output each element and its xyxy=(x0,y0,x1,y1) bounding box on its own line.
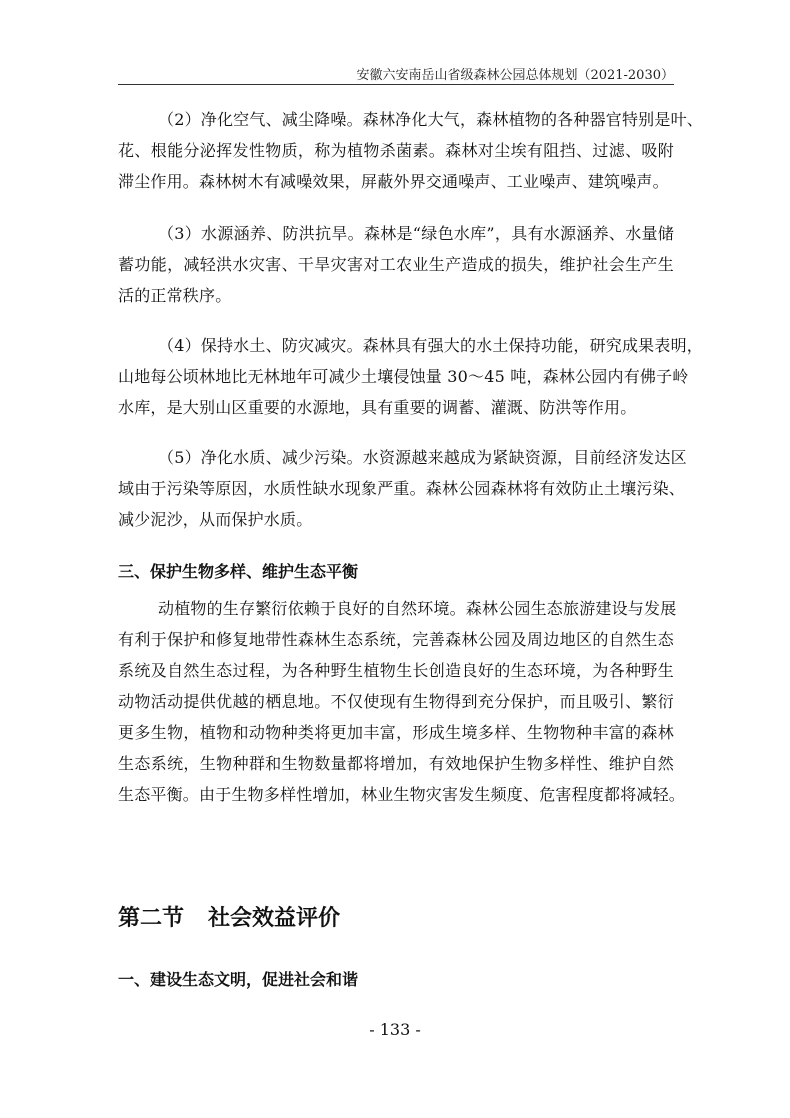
paragraph-3 xyxy=(118,218,674,311)
paragraph-line: 花、根能分泌挥发性物质，称为植物杀菌素。森林对尘埃有阻挡、过滤、吸附 xyxy=(118,141,674,160)
paragraph-line: 系统及自然生态过程，为各种野生植物生长创造良好的生态环境，为各种野生 xyxy=(118,661,674,680)
paragraph-2 xyxy=(118,104,703,197)
paragraph-4 xyxy=(118,330,703,423)
paragraph-biodiversity xyxy=(118,593,686,810)
section-heading xyxy=(118,901,340,932)
paragraph-line: 动植物的生存繁衍依赖于良好的自然环境。森林公园生态旅游建设与发展 xyxy=(158,599,677,618)
paragraph-5 xyxy=(118,442,687,535)
header-divider xyxy=(118,84,674,85)
paragraph-line: 活的正常秩序。 xyxy=(118,286,232,305)
paragraph-line: （5）净化水质、减少污染。水资源越来越成为紧缺资源，目前经济发达区 xyxy=(158,448,687,467)
paragraph-line: 减少泥沙，从而保护水质。 xyxy=(118,510,313,529)
subsection-heading-1: 一、建设生态文明，促进社会和谐 xyxy=(118,970,359,989)
paragraph-line: （2）净化空气、减尘降噪。森林净化大气，森林植物的各种器官特别是叶、 xyxy=(158,110,703,129)
paragraph-line: 动物活动提供优越的栖息地。不仅使现有生物得到充分保护，而且吸引、繁衍 xyxy=(118,692,674,711)
paragraph-line: 山地每公顷林地比无林地年可减少土壤侵蚀量 30～45 吨，森林公园内有佛子岭 xyxy=(118,367,689,386)
paragraph-line: 水库，是大别山区重要的水源地，具有重要的调蓄、灌溉、防洪等作用。 xyxy=(118,398,637,417)
paragraph-line: 蓄功能，减轻洪水灾害、干旱灾害对工农业生产造成的损失，维护社会生产生 xyxy=(118,255,674,274)
paragraph-line: 有利于保护和修复地带性森林生态系统，完善森林公园及周边地区的自然生态 xyxy=(118,630,674,649)
paragraph-line: （4）保持水土、防灾减灾。森林具有强大的水土保持功能，研究成果表明， xyxy=(158,336,703,355)
paragraph-line: （3）水源涵养、防洪抗旱。森林是“绿色水库”，具有水源涵养、水量储 xyxy=(158,224,674,243)
paragraph-line: 生态系统，生物种群和生物数量都将增加，有效地保护生物多样性、维护自然 xyxy=(118,754,674,773)
section-number: 第二节 xyxy=(118,906,185,931)
page-number: - 133 - xyxy=(369,1020,421,1039)
running-header-title: 安徽六安南岳山省级森林公园总体规划（2021-2030） xyxy=(356,68,674,83)
paragraph-line: 更多生物，植物和动物种类将更加丰富，形成生境多样、生物物种丰富的森林 xyxy=(118,723,674,742)
section-title: 社会效益评价 xyxy=(208,906,341,931)
paragraph-line: 生态平衡。由于生物多样性增加，林业生物灾害发生频度、危害程度都将减轻。 xyxy=(118,785,686,804)
subsection-heading-3: 三、保护生物多样、维护生态平衡 xyxy=(118,562,359,581)
paragraph-line: 滞尘作用。森林树木有减噪效果，屏蔽外界交通噪声、工业噪声、建筑噪声。 xyxy=(118,172,669,191)
paragraph-line: 域由于污染等原因，水质性缺水现象严重。森林公园森林将有效防止土壤污染、 xyxy=(118,479,686,498)
